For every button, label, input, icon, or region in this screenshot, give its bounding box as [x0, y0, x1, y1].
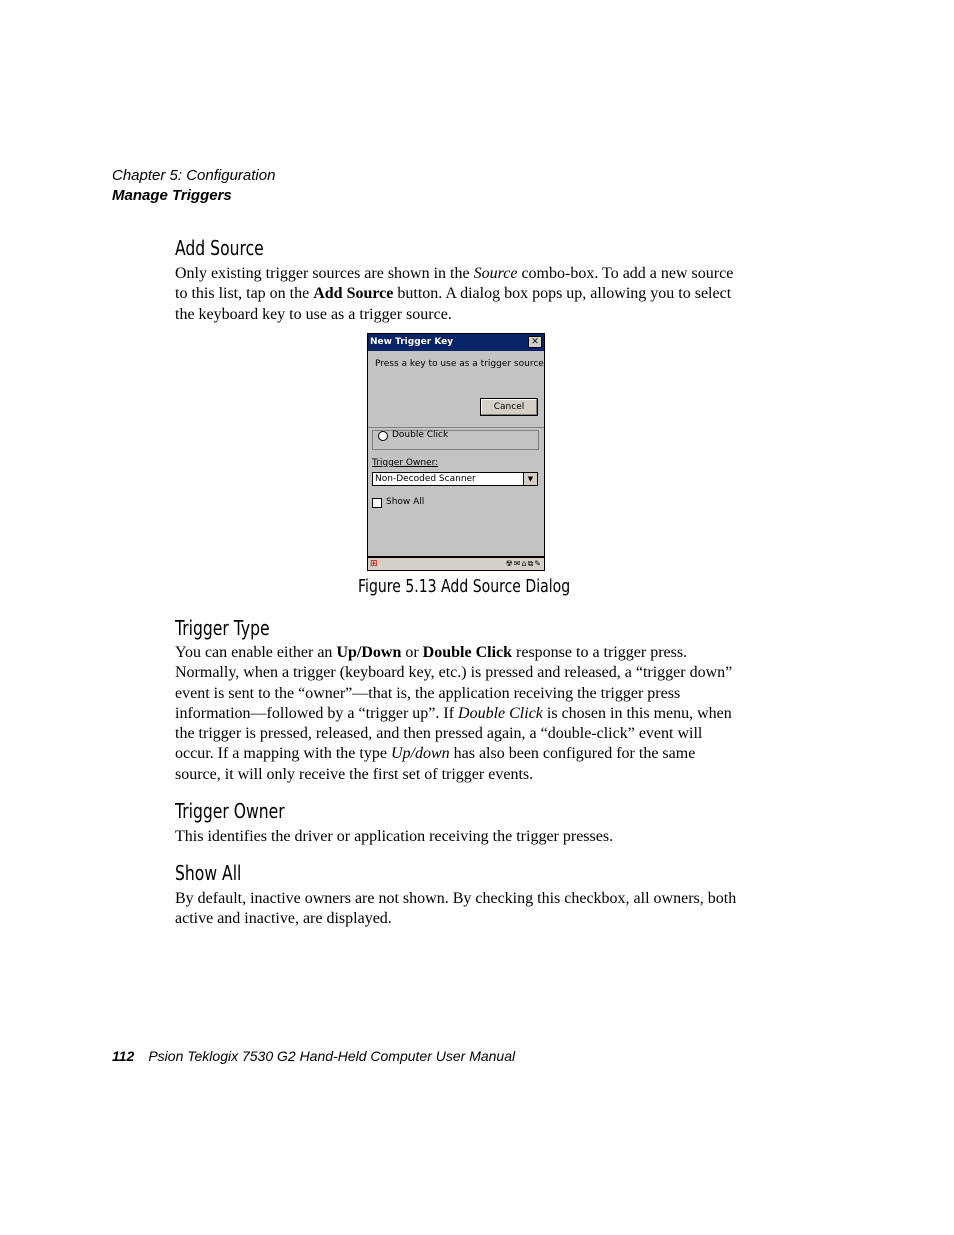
paragraph-show-all: By default, inactive owners are not shown. By checking this checkbox, all owners, both active and inactive, are displayed. — [175, 890, 737, 928]
dialog-divider — [368, 427, 544, 428]
trigger-owner-value: Non-Decoded Scanner — [375, 474, 476, 484]
taskbar — [368, 556, 544, 570]
double-click-label: Double Click — [392, 430, 449, 440]
paragraph-trigger-type: You can enable either an Up/Down or Double Click response to a trigger press. Normally, when a trigger (keyboard key, etc.) is pressed and released, a “trigger down” event is sent to the “owner”—that is, the application receiving the trigger press information—followed by a “trigger up”. If Double Click is chosen in this menu, when the trigger is pressed, released, and then pressed again, a “double-click” event will occur. If a mapping with the type Up/down has also been configured for the same source, it will only receive the first set of trigger events. — [175, 644, 733, 783]
figure-caption: Figure 5.13 Add Source Dialog — [358, 576, 571, 597]
heading-trigger-owner: Trigger Owner — [175, 799, 285, 823]
dialog-prompt: Press a key to use as a trigger source — [375, 359, 544, 369]
heading-trigger-type: Trigger Type — [175, 616, 270, 640]
page-footer — [112, 1048, 515, 1064]
dialog-title-bar — [368, 334, 544, 351]
heading-add-source: Add Source — [175, 236, 264, 260]
dialog-title: New Trigger Key — [370, 337, 454, 347]
running-header-chapter: Chapter 5: Configuration — [112, 167, 276, 184]
heading-show-all: Show All — [175, 861, 242, 885]
running-header-section: Manage Triggers — [112, 187, 232, 204]
manual-title: Psion Teklogix 7530 G2 Hand-Held Computer User Manual — [148, 1048, 516, 1064]
trigger-owner-label: Trigger Owner: — [372, 458, 439, 468]
close-icon[interactable]: ✕ — [528, 336, 542, 348]
paragraph-trigger-owner: This identifies the driver or application receiving the trigger presses. — [175, 828, 614, 845]
show-all-label: Show All — [386, 497, 425, 507]
show-all-checkbox[interactable] — [372, 498, 382, 508]
paragraph-add-source: Only existing trigger sources are shown in the Source combo-box. To add a new source to this list, tap on the Add Source button. A dialog box pops up, allowing you to select the keyboard key to use as a trigger source. — [175, 265, 734, 323]
cancel-button[interactable]: Cancel — [480, 398, 538, 416]
trigger-owner-select[interactable] — [372, 472, 538, 486]
start-icon[interactable]: ⊞ — [370, 559, 378, 569]
double-click-radio[interactable] — [378, 431, 388, 441]
chevron-down-icon[interactable]: ▼ — [523, 473, 537, 485]
add-source-dialog-screenshot — [367, 333, 545, 571]
system-tray-icons: ☢✉⌂⧉✎ — [505, 559, 542, 568]
page-number: 112 — [112, 1048, 135, 1064]
